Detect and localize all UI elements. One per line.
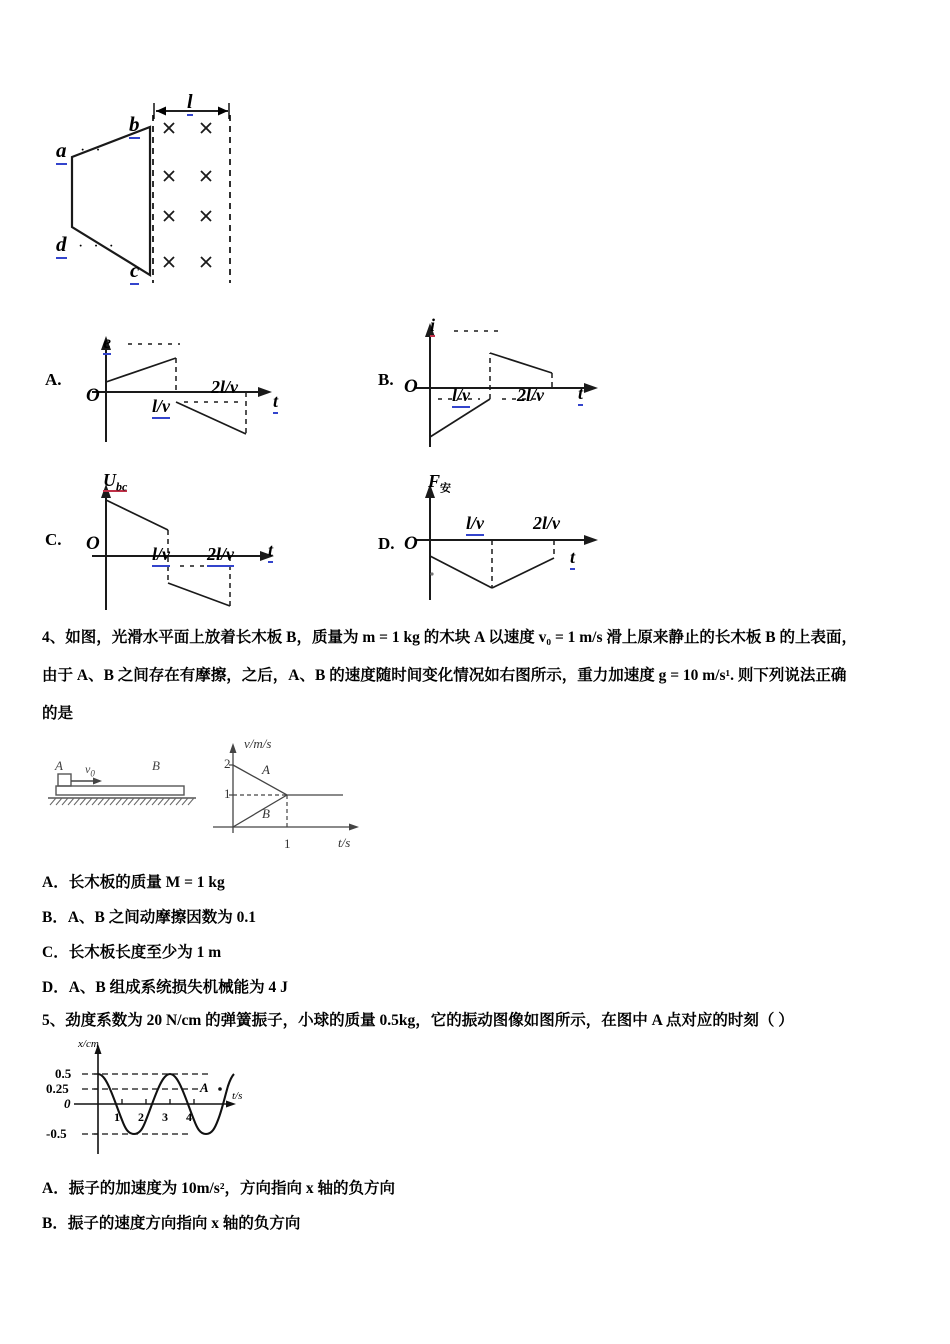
figure-oscillation-graph — [52, 1042, 262, 1160]
option-a-tick-2: 2l/v — [211, 377, 238, 397]
q4-xtick-label-1: 1 — [284, 836, 291, 851]
figure-option-d-force-graph — [412, 478, 627, 608]
q5-xtick-1: 1 — [114, 1110, 120, 1124]
question4-line-3: 的是 — [42, 705, 74, 722]
option-c-y-label: $U_{bc}$ — [103, 470, 128, 494]
width-arrow-right-head — [218, 107, 228, 116]
magnetic-field-crosses — [164, 123, 211, 267]
question4-option-c[interactable]: C．长木板长度至少为 1 m — [42, 944, 222, 961]
q5-graph-ylabel: x/cm — [78, 1038, 99, 1050]
a-curve-negative — [176, 402, 246, 434]
question4-option-b[interactable]: B．A、B 之间动摩擦因数为 0.1 — [42, 909, 256, 926]
question5-option-a[interactable]: A．振子的加速度为 10m/s²，方向指向 x 轴的负方向 — [42, 1180, 395, 1197]
d-x-axis-arrow — [584, 535, 598, 545]
option-c-x-label: t — [268, 540, 273, 563]
q5-point-label-a: A — [200, 1080, 209, 1095]
width-arrow-left-head — [156, 107, 166, 116]
q4-ytick-label-1: 1 — [224, 786, 231, 801]
d-curve-down — [430, 556, 492, 588]
q5-xtick-4: 4 — [186, 1110, 192, 1124]
dot-decoration-d: · · · — [78, 238, 117, 255]
option-d-origin-label: O — [404, 533, 418, 554]
dot-decoration-a: · · — [80, 142, 104, 159]
question5-option-b[interactable]: B．振子的速度方向指向 x 轴的负方向 — [42, 1215, 301, 1232]
q4-graph-ylabel: v/m/s — [244, 736, 272, 751]
figure-option-a-emf-graph — [88, 330, 298, 450]
option-b-tick-1: l/v — [452, 385, 470, 408]
option-figure-label-b: B. — [378, 370, 394, 389]
q4-curve-B — [233, 795, 287, 827]
loop-vertex-b: b — [129, 112, 140, 139]
option-figure-label-c: C. — [45, 530, 62, 549]
q4-ytick-label-2: 2 — [224, 756, 231, 771]
plank-body — [56, 786, 184, 795]
question5-stem: 5、劲度系数为 20 N/cm 的弹簧振子，小球的质量 0.5kg，它的振动图像如图所示，在图中 A 点对应的时刻（ ） — [42, 1012, 794, 1029]
q4-curve-label-a: A — [262, 762, 270, 777]
option-a-x-label: t — [273, 391, 278, 414]
q5-ytick-025: 0.25 — [46, 1081, 69, 1096]
c-curve-positive — [106, 500, 168, 530]
a-x-axis-arrow — [258, 387, 272, 397]
velocity-arrow-head — [93, 778, 102, 785]
q4-y-axis-arrow — [230, 743, 237, 753]
option-c-tick-1: l/v — [152, 544, 170, 567]
option-a-tick-1: l/v — [152, 396, 170, 419]
loop-vertex-d: d — [56, 232, 67, 259]
option-d-y-label: $F_安$ — [428, 471, 452, 495]
option-b-tick-2: 2l/v — [517, 385, 544, 405]
q5-point-a-marker — [218, 1087, 222, 1091]
d-small-marker — [430, 572, 433, 575]
q4-curve-label-b: B — [262, 806, 270, 821]
option-d-tick-2: 2l/v — [533, 513, 560, 533]
b-x-axis-arrow — [584, 383, 598, 393]
option-a-y-label: e — [103, 332, 111, 355]
option-d-x-label: t — [570, 547, 575, 570]
field-width-label: l — [187, 91, 193, 116]
ground-hatching — [50, 798, 194, 805]
q5-xtick-2: 2 — [138, 1110, 144, 1124]
a-curve-positive — [106, 358, 176, 382]
q5-ytick-0: 0 — [64, 1096, 71, 1111]
b-curve-positive — [490, 353, 552, 373]
q4-graph-xlabel: t/s — [338, 835, 351, 850]
q5-ytick-05: 0.5 — [55, 1066, 72, 1081]
block-body — [58, 774, 71, 786]
option-b-y-label: i — [430, 315, 436, 335]
option-c-origin-label: O — [86, 533, 100, 554]
question4-option-d[interactable]: D．A、B 组成系统损失机械能为 4 J — [42, 979, 288, 996]
loop-vertex-a: a — [56, 138, 67, 165]
q4-curve-A — [233, 765, 343, 795]
q4-x-axis-arrow — [349, 824, 359, 831]
d-curve-up — [492, 558, 554, 588]
option-c-tick-2: 2l/v — [207, 544, 234, 567]
question4-line-1: 4、如图，光滑水平面上放着长木板 B，质量为 m = 1 kg 的木块 A 以速度 v₀ = 1 m/s 滑上原来静止的长木板 B 的上表面， — [42, 629, 857, 646]
q5-graph-xlabel: t/s — [232, 1090, 243, 1102]
question4-option-a[interactable]: A．长木板的质量 M = 1 kg — [42, 874, 225, 891]
q5-xtick-3: 3 — [162, 1110, 168, 1124]
option-b-origin-label: O — [404, 376, 418, 397]
option-figure-label-a: A. — [45, 370, 62, 389]
q5-ytick-minus05: -0.5 — [46, 1126, 67, 1141]
plank-label-b: B — [152, 758, 160, 773]
velocity-label: $v_0$ — [85, 762, 95, 779]
loop-vertex-c: c — [130, 258, 139, 285]
figure-velocity-time-graph — [205, 735, 375, 850]
figure-trapezoid-loop — [40, 85, 300, 295]
option-figure-label-d: D. — [378, 534, 395, 553]
block-label-a: A — [55, 758, 63, 773]
option-d-tick-1: l/v — [466, 513, 484, 536]
option-a-origin-label: O — [86, 385, 100, 406]
option-b-x-label: t — [578, 383, 583, 406]
c-curve-negative — [168, 583, 230, 606]
question4-line-2: 由于 A、B 之间存在有摩擦，之后，A、B 的速度随时间变化情况如右图所示，重力加速度 g = 10 m/s¹. 则下列说法正确 — [42, 667, 847, 684]
